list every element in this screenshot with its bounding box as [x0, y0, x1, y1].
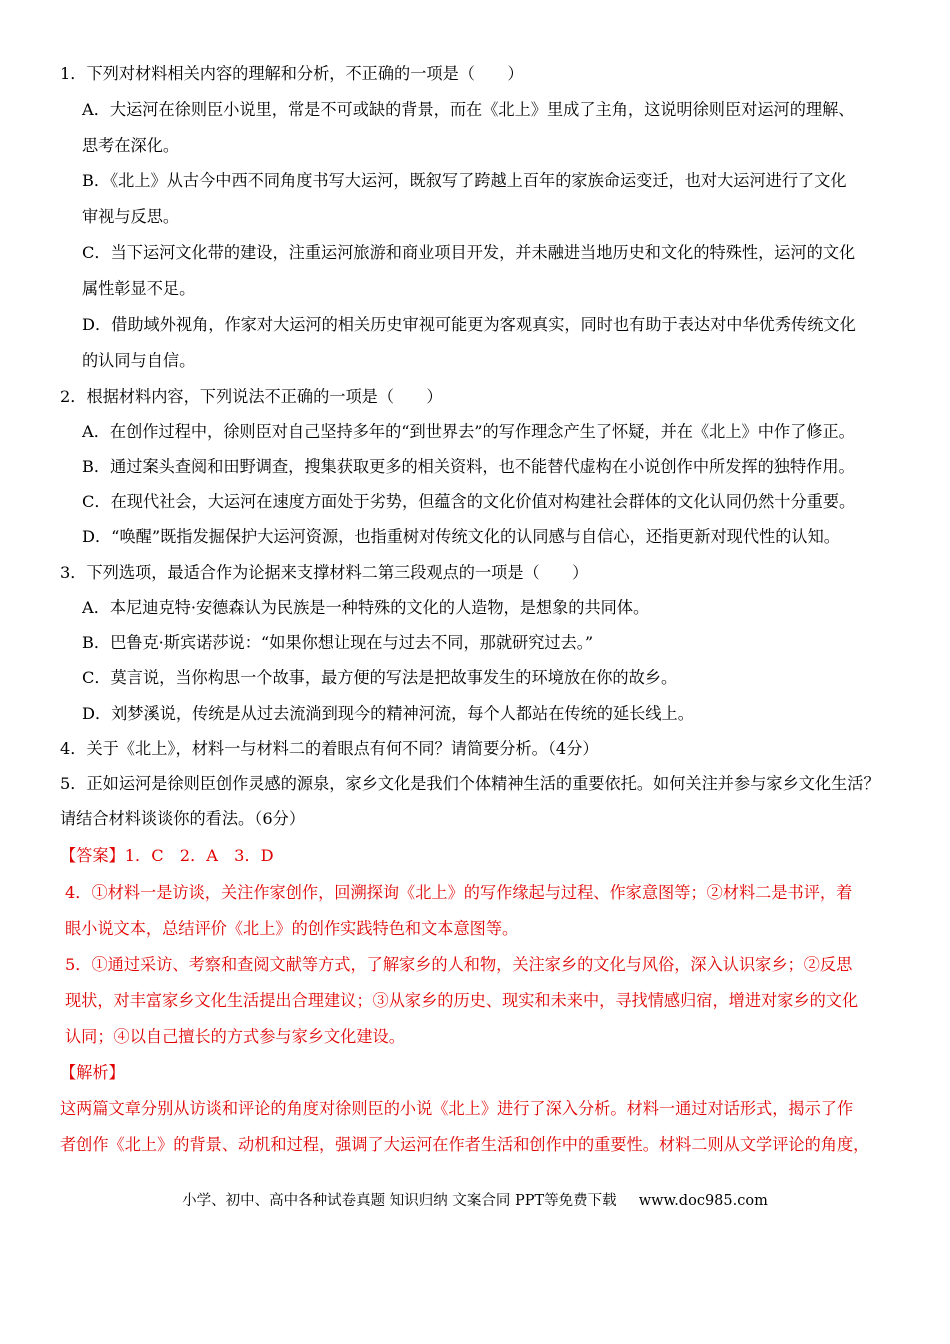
answer-4-line1: 4．①材料一是访谈，关注作家创作，回溯探询《北上》的写作缘起与过程、作家意图等；②材料二是书评，着 — [65, 883, 853, 902]
page-footer — [0, 1191, 950, 1211]
q3-option-c: C．莫言说，当你构思一个故事，最方便的写法是把故事发生的环境放在你的故乡。 — [82, 668, 678, 687]
answer-5-line3: 认同；④以自己擅长的方式参与家乡文化建设。 — [65, 1027, 405, 1046]
q3-option-d: D．刘梦溪说，传统是从过去流淌到现今的精神河流，每个人都站在传统的延长线上。 — [82, 704, 694, 723]
q3-stem: 3．下列选项，最适合作为论据来支撑材料二第三段观点的一项是（ ） — [60, 563, 589, 582]
q2-option-a: A．在创作过程中，徐则臣对自己坚持多年的“到世界去”的写作理念产生了怀疑，并在《北上》中作了修正。 — [82, 422, 855, 441]
q1-option-c-line1: C．当下运河文化带的建设，注重运河旅游和商业项目开发，并未融进当地历史和文化的特殊性，运河的文化 — [82, 243, 856, 262]
analysis-header: 【解析】 — [60, 1063, 125, 1082]
q1-option-d-line1: D．借助域外视角，作家对大运河的相关历史审视可能更为客观真实，同时也有助于表达对中华优秀传统文化 — [82, 315, 856, 334]
q2-stem: 2．根据材料内容，下列说法不正确的一项是（ ） — [60, 387, 443, 406]
q3-option-a: A．本尼迪克特·安德森认为民族是一种特殊的文化的人造物，是想象的共同体。 — [82, 598, 650, 617]
q1-option-a-line1: A．大运河在徐则臣小说里，常是不可或缺的背景，而在《北上》里成了主角，这说明徐则臣对运河的理解、 — [82, 100, 855, 119]
answer-header: 【答案】1．C 2．A 3．D — [60, 846, 274, 865]
answer-5-line2: 现状，对丰富家乡文化生活提出合理建议；③从家乡的历史、现实和未来中，寻找情感归宿，增进对家乡的文化 — [65, 991, 859, 1010]
analysis-line2: 者创作《北上》的背景、动机和过程，强调了大运河在作者生活和创作中的重要性。材料二则从文学评论的角度， — [60, 1135, 870, 1154]
answer-4-line2: 眼小说文本，总结评价《北上》的创作实践特色和文本意图等。 — [65, 919, 519, 938]
analysis-line1: 这两篇文章分别从访谈和评论的角度对徐则臣的小说《北上》进行了深入分析。材料一通过对话形式，揭示了作 — [60, 1099, 854, 1118]
q1-option-b-line1: B．《北上》从古今中西不同角度书写大运河，既叙写了跨越上百年的家族命运变迁，也对大运河进行了文化 — [82, 171, 847, 190]
footer-url[interactable]: www.doc985.com — [638, 1193, 768, 1209]
q3-option-b: B．巴鲁克·斯宾诺莎说：“如果你想让现在与过去不同，那就研究过去。” — [82, 633, 594, 652]
q5-stem-line2: 请结合材料谈谈你的看法。（6分） — [60, 809, 306, 828]
q1-option-a-line2: 思考在深化。 — [82, 136, 180, 155]
footer-text: 小学、初中、高中各种试卷真题 知识归纳 文案合同 PPT等免费下载 — [182, 1193, 617, 1209]
q1-option-b-line2: 审视与反思。 — [82, 207, 180, 226]
q1-option-c-line2: 属性彰显不足。 — [82, 279, 196, 298]
answer-5-line1: 5．①通过采访、考察和查阅文献等方式，了解家乡的人和物，关注家乡的文化与风俗，深入认识家乡；②反思 — [65, 955, 853, 974]
q2-option-c: C．在现代社会，大运河在速度方面处于劣势，但蕴含的文化价值对构建社会群体的文化认同仍然十分重要。 — [82, 492, 856, 511]
q2-option-b: B．通过案头查阅和田野调查，搜集获取更多的相关资料，也不能替代虚构在小说创作中所发挥的独特作用。 — [82, 457, 855, 476]
q4-stem: 4．关于《北上》，材料一与材料二的着眼点有何不同？请简要分析。（4分） — [60, 739, 599, 758]
q2-option-d: D．“唤醒”既指发掘保护大运河资源，也指重树对传统文化的认同感与自信心，还指更新对现代性的认知。 — [82, 527, 840, 546]
q1-stem: 1．下列对材料相关内容的理解和分析，不正确的一项是（ ） — [60, 64, 524, 83]
q1-option-d-line2: 的认同与自信。 — [82, 351, 196, 370]
q5-stem-line1: 5．正如运河是徐则臣创作灵感的源泉，家乡文化是我们个体精神生活的重要依托。如何关注并参与家乡文化生活？ — [60, 774, 880, 793]
